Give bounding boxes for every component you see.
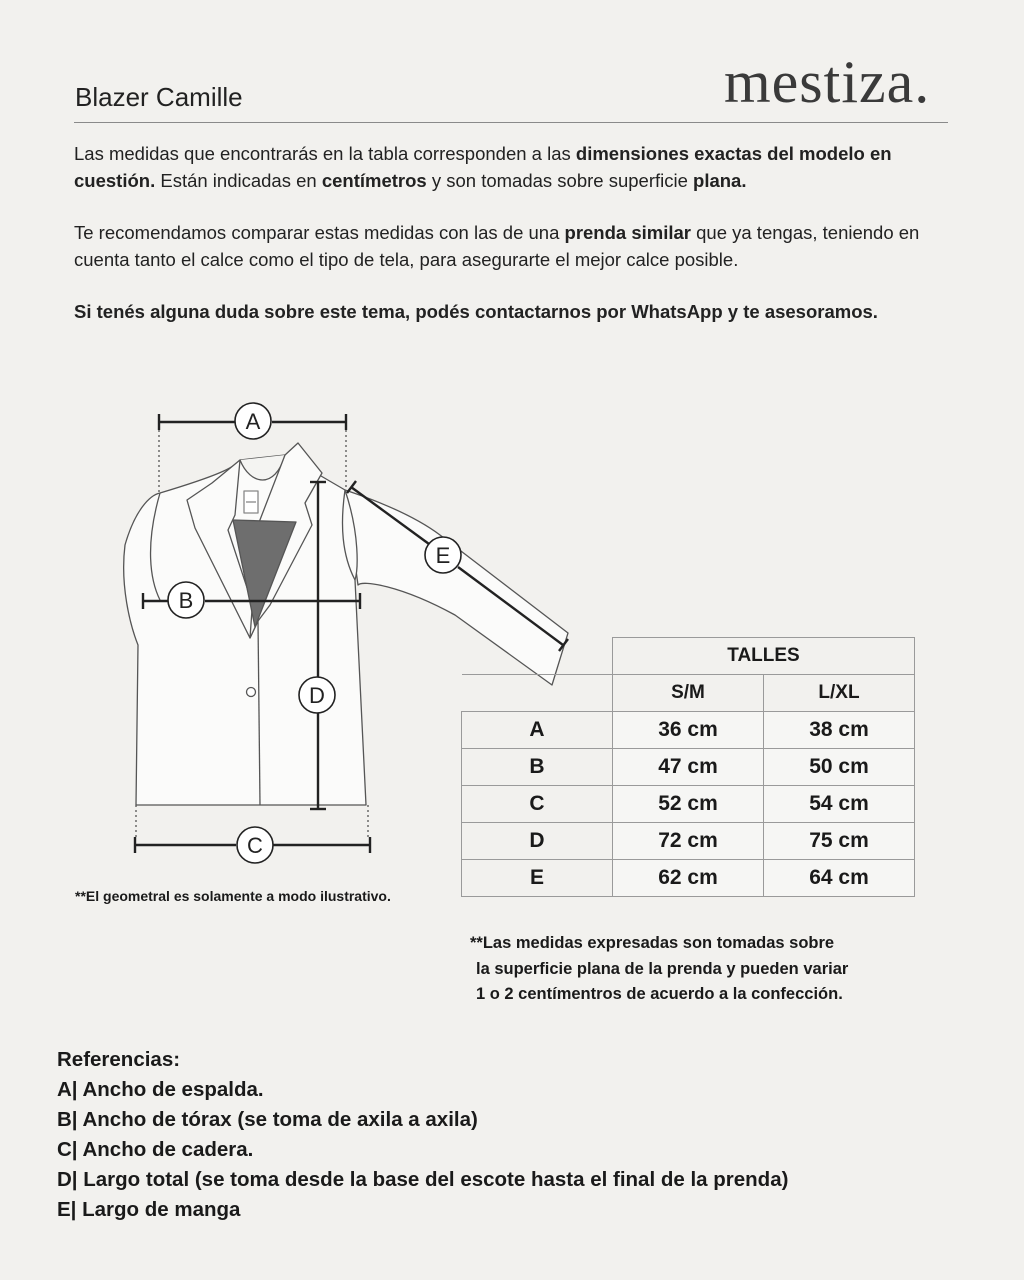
measure-b-label: B [178, 588, 194, 613]
cell-sm: 36 cm [613, 712, 764, 749]
measure-e-label: E [435, 543, 451, 568]
reference-item: C| Ancho de cadera. [57, 1138, 254, 1161]
cell-lxl: 54 cm [764, 786, 915, 823]
emphasis-text: dimensiones exactas del modelo en cuestión. [74, 143, 892, 191]
emphasis-text: centímetros [321, 170, 427, 191]
references-title: Referencias: [57, 1048, 181, 1071]
emphasis-text: plana. [693, 170, 747, 191]
reference-item: B| Ancho de tórax (se toma de axila a axila) [57, 1108, 478, 1131]
intro-paragraph-2 [74, 219, 954, 273]
row-label: C [462, 786, 613, 823]
row-label: D [462, 823, 613, 860]
intro-paragraph-1 [74, 140, 954, 194]
header-divider [74, 122, 948, 123]
cell-lxl: 64 cm [764, 860, 915, 897]
talles-header: TALLES [613, 638, 915, 675]
row-label: E [462, 860, 613, 897]
measurement-note-line: 1 o 2 centímentros de acuerdo a la confección. [476, 985, 843, 1003]
body-text: Las medidas que encontrarás en la tabla corresponden a las [74, 143, 576, 164]
references [57, 1045, 788, 1225]
cell-sm: 52 cm [613, 786, 764, 823]
measure-a-label: A [245, 409, 261, 434]
reference-item: A| Ancho de espalda. [57, 1078, 264, 1101]
table-row [462, 786, 915, 823]
cell-sm: 62 cm [613, 860, 764, 897]
cell-lxl: 50 cm [764, 749, 915, 786]
row-label: B [462, 749, 613, 786]
size-table-size-row [462, 675, 915, 712]
page-title: Blazer Camille [75, 82, 243, 112]
reference-item: E| Largo de manga [57, 1198, 241, 1221]
measurement-note-line: **Las medidas expresadas son tomadas sobre [470, 934, 835, 952]
diagram-note: **El geometral es solamente a modo ilustrativo. [75, 888, 391, 904]
table-row [462, 823, 915, 860]
body-text: Están indicadas en [155, 170, 322, 191]
row-label: A [462, 712, 613, 749]
brand-logo: mestiza. [724, 49, 931, 115]
reference-item: D| Largo total (se toma desde la base del escote hasta el final de la prenda) [57, 1168, 789, 1191]
size-header-sm: S/M [613, 675, 764, 712]
body-text: Te recomendamos comparar estas medidas con las de una [74, 222, 565, 243]
cell-sm: 47 cm [613, 749, 764, 786]
body-text: que ya tengas, teniendo en cuenta tanto el calce como el tipo de tela, para asegurarte el mejor calce posible. [74, 222, 920, 270]
cell-lxl: 38 cm [764, 712, 915, 749]
measurement-note-line: la superficie plana de la prenda y pueden variar [476, 959, 849, 978]
measure-c-label: C [247, 833, 263, 858]
whatsapp-contact-note: Si tenés alguna duda sobre este tema, podés contactarnos por WhatsApp y te asesoramos. [74, 301, 878, 322]
measure-d-label: D [309, 683, 325, 708]
table-row [462, 860, 915, 897]
size-table [461, 637, 915, 897]
cell-sm: 72 cm [613, 823, 764, 860]
cell-lxl: 75 cm [764, 823, 915, 860]
size-header-lxl: L/XL [764, 675, 915, 712]
body-text: y son tomadas sobre superficie [426, 170, 694, 191]
blazer-button [247, 688, 256, 697]
table-row [462, 749, 915, 786]
emphasis-text: prenda similar [564, 222, 691, 243]
table-row [462, 712, 915, 749]
measurement-note [470, 931, 848, 1008]
size-table-group-row [462, 638, 915, 675]
